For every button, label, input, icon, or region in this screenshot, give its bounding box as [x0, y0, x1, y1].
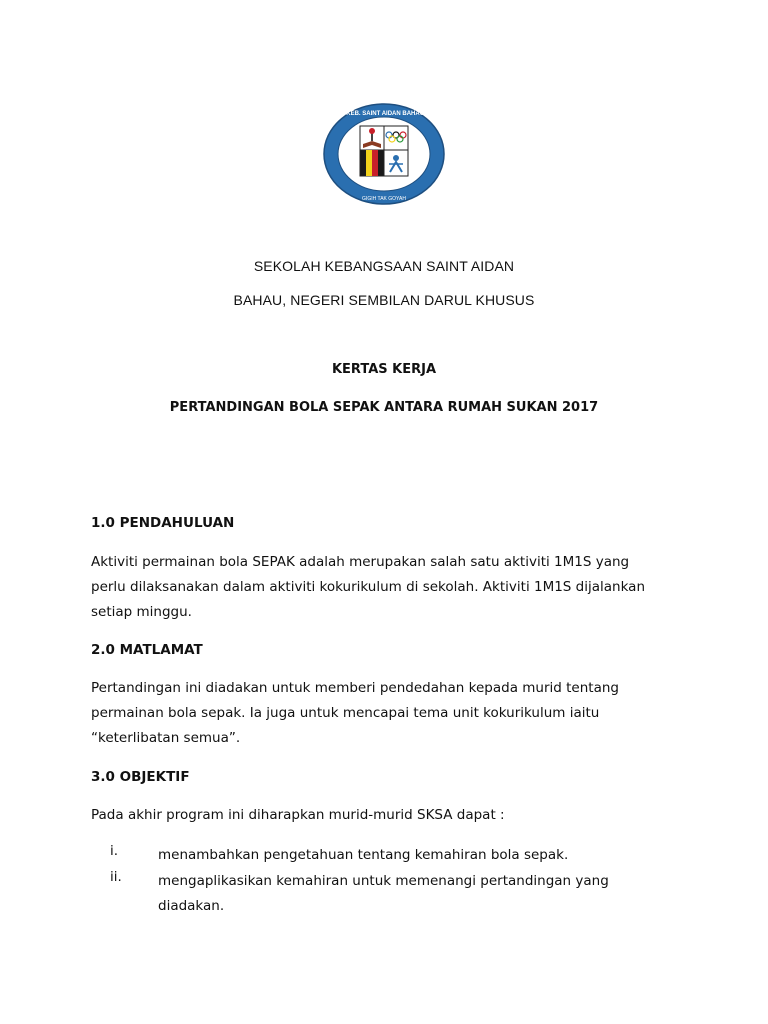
paragraph-line: permainan bola sepak. Ia juga untuk mencapai tema unit kokurikulum iaitu [91, 705, 600, 721]
section-heading-pendahuluan: 1.0 PENDAHULUAN [91, 515, 235, 531]
school-location: BAHAU, NEGERI SEMBILAN DARUL KHUSUS [233, 292, 535, 308]
paragraph-line: “keterlibatan semua”. [91, 730, 241, 746]
document-type-title: KERTAS KERJA [331, 362, 437, 377]
event-title: PERTANDINGAN BOLA SEPAK ANTARA RUMAH SUKAN 2017 [169, 400, 599, 415]
paragraph-pendahuluan [91, 550, 679, 625]
section-heading-matlamat: 2.0 MATLAMAT [91, 642, 203, 658]
svg-text:SEK. KEB. SAINT AIDAN BAHAU N.: SEK. KEB. SAINT AIDAN BAHAU N.S. [330, 111, 438, 117]
list-item-line: mengaplikasikan kemahiran untuk memenangi pertandingan yang [158, 873, 609, 889]
list-item [158, 869, 679, 919]
school-crest-logo [322, 102, 446, 206]
list-item-line: menambahkan pengetahuan tentang kemahiran bola sepak. [158, 847, 569, 863]
paragraph-line: Pada akhir program ini diharapkan murid-murid SKSA dapat : [91, 807, 505, 823]
list-item [158, 843, 679, 868]
list-marker: i. [110, 843, 119, 859]
paragraph-line: perlu dilaksanakan dalam aktiviti kokurikulum di sekolah. Aktiviti 1M1S dijalankan [91, 579, 646, 595]
school-name: SEKOLAH KEBANGSAAN SAINT AIDAN [253, 258, 515, 274]
list-item-line: diadakan. [158, 898, 225, 914]
paragraph-line: setiap minggu. [91, 604, 192, 620]
paragraph-matlamat [91, 676, 679, 751]
list-marker: ii. [110, 869, 122, 885]
paragraph-objektif [91, 803, 679, 828]
section-heading-objektif: 3.0 OBJEKTIF [91, 769, 190, 785]
paragraph-line: Pertandingan ini diadakan untuk memberi pendedahan kepada murid tentang [91, 680, 619, 696]
paragraph-line: Aktiviti permainan bola SEPAK adalah merupakan salah satu aktiviti 1M1S yang [91, 554, 630, 570]
svg-text:GIGIH TAK GOYAH: GIGIH TAK GOYAH [362, 196, 406, 202]
